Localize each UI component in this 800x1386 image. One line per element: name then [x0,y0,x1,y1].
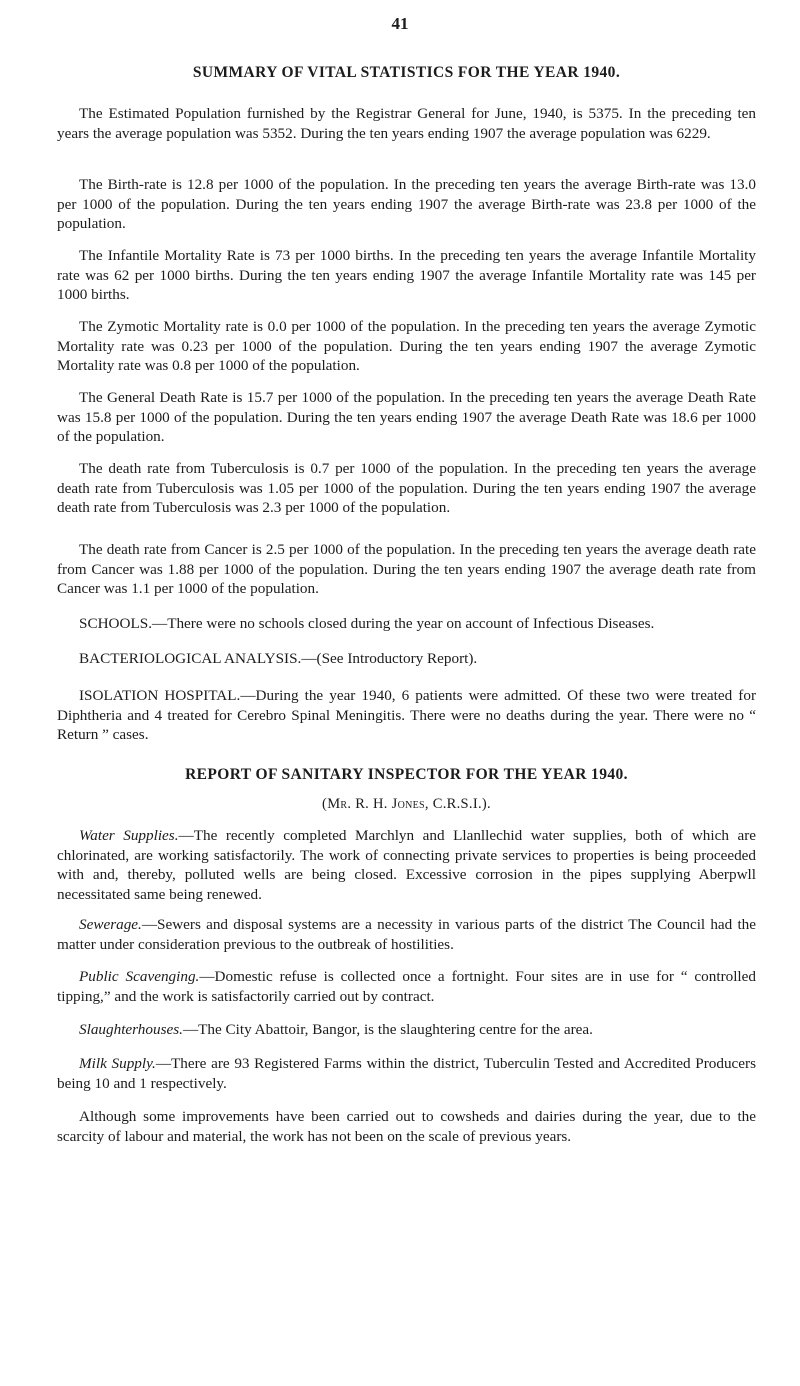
summary-paragraph-tuberculosis [57,459,756,518]
report-inspector-block [57,796,756,813]
section-title: Milk Supply. [79,1055,156,1072]
section-paragraph [57,1020,756,1040]
section-paragraph [57,1054,756,1093]
paragraph-text: ISOLATION HOSPITAL.—During the year 1940, 6 patients were admitted. Of these two were treated for Diphtheria and 4 treated for Cerebro Spinal Meningitis. There were no deaths during the year. There were no “ Return ” cases. [57,687,756,744]
section-title: Sewerage. [79,916,142,933]
summary-paragraph-population [57,104,756,143]
report-section-slaughterhouses [57,1020,756,1040]
summary-paragraph-zymotic-mortality [57,317,756,376]
paragraph-text: The Infantile Mortality Rate is 73 per 1000 births. In the preceding ten years the average Infantile Mortality rate was 62 per 1000 births. During the ten years ending 1907 the average Infantile Mortality rate was 145 per 1000 births. [57,247,756,304]
section-text: —Domestic refuse is collected once a fortnight. Four sites are in use for “ controlled tipping,” and the work is satisfactorily carried out by contract. [57,968,756,1005]
section-text: —Sewers and disposal systems are a necessity in various parts of the district The Council had the matter under consideration previous to the outbreak of hostilities. [57,916,756,953]
section-title: Water Supplies. [79,827,179,844]
report-heading-block [57,766,756,784]
inspector-name: Mr. R. H. Jones, C.R.S.I. [327,796,482,812]
inspector-suffix: ). [481,796,491,812]
section-paragraph [57,915,756,954]
section-text: —There are 93 Registered Farms within the district, Tuberculin Tested and Accredited Producers being 10 and 1 respectively. [57,1055,756,1092]
summary-paragraph-death-rate [57,388,756,447]
summary-paragraph-cancer [57,540,756,599]
summary-heading: SUMMARY OF VITAL STATISTICS FOR THE YEAR 1940. [192,64,621,81]
report-section-milk-supply [57,1054,756,1093]
inspector-line [57,796,756,813]
paragraph-text: The death rate from Cancer is 2.5 per 1000 of the population. In the preceding ten years the average death rate from Cancer was 1.88 per 1000 of the population. During the ten years ending 1907 the average death rate from Cancer was 1.1 per 1000 of the population. [57,541,756,598]
paragraph-text: The General Death Rate is 15.7 per 1000 of the population. In the preceding ten years the average Death Rate was 15.8 per 1000 of the population. During the ten years ending 1907 the average Death Rate was 18.6 per 1000 of the population. [57,389,756,446]
summary-paragraph-schools [57,614,756,634]
section-paragraph [57,967,756,1006]
report-section-sewerage [57,915,756,954]
summary-paragraph-isolation-hospital [57,686,756,745]
paragraph-text: BACTERIOLOGICAL ANALYSIS.—(See Introductory Report). [79,650,478,667]
summary-paragraph-bacteriological [57,649,756,669]
paragraph-text: Although some improvements have been carried out to cowsheds and dairies during the year, due to the scarcity of labour and material, the work has not been on the scale of previous years. [57,1108,756,1145]
section-text: —The City Abattoir, Bangor, is the slaughtering centre for the area. [182,1021,593,1038]
section-title: Slaughterhouses. [79,1021,183,1038]
inspector-prefix: ( [322,796,328,812]
report-heading: REPORT OF SANITARY INSPECTOR FOR THE YEAR 1940. [185,766,628,783]
summary-paragraph-birth-rate [57,175,756,234]
paragraph-text: The Zymotic Mortality rate is 0.0 per 1000 of the population. In the preceding ten years the average Zymotic Mortality rate was 0.23 per 1000 of the population. During the ten years ending 1907 the average Zymotic Mortality rate was 0.8 per 1000 of the population. [57,318,756,375]
paragraph-text: The Birth-rate is 12.8 per 1000 of the population. In the preceding ten years the average Birth-rate was 13.0 per 1000 of the population. During the ten years ending 1907 the average Birth-rate was 23.8 per 1000 of the population. [57,176,756,233]
section-paragraph [57,826,756,904]
summary-paragraph-infantile-mortality [57,246,756,305]
report-section-public-scavenging [57,967,756,1006]
section-text: —The recently completed Marchlyn and Llanllechid water supplies, both of which are chlorinated, are working satisfactorily. The work of connecting private services to properties is being proceeded with and, thereby, polluted wells are being closed. Excessive corrosion in the pipes supplying Aberpwll necessitated same being renewed. [57,827,756,903]
paragraph-text: SCHOOLS.—There were no schools closed during the year on account of Infectious Diseases. [79,615,655,632]
page-number: 41 [391,14,409,33]
report-closing-paragraph [57,1107,756,1146]
paragraph-text: The Estimated Population furnished by the Registrar General for June, 1940, is 5375. In the preceding ten years the average population was 5352. During the ten years ending 1907 the average population was 6229. [57,105,756,142]
report-section-water-supplies [57,826,756,904]
section-title: Public Scavenging. [79,968,200,985]
paragraph-text: The death rate from Tuberculosis is 0.7 per 1000 of the population. In the preceding ten years the average death rate from Tuberculosis was 1.05 per 1000 of the population. During the ten years ending 1907 the average death rate from Tuberculosis was 2.3 per 1000 of the population. [57,460,756,517]
